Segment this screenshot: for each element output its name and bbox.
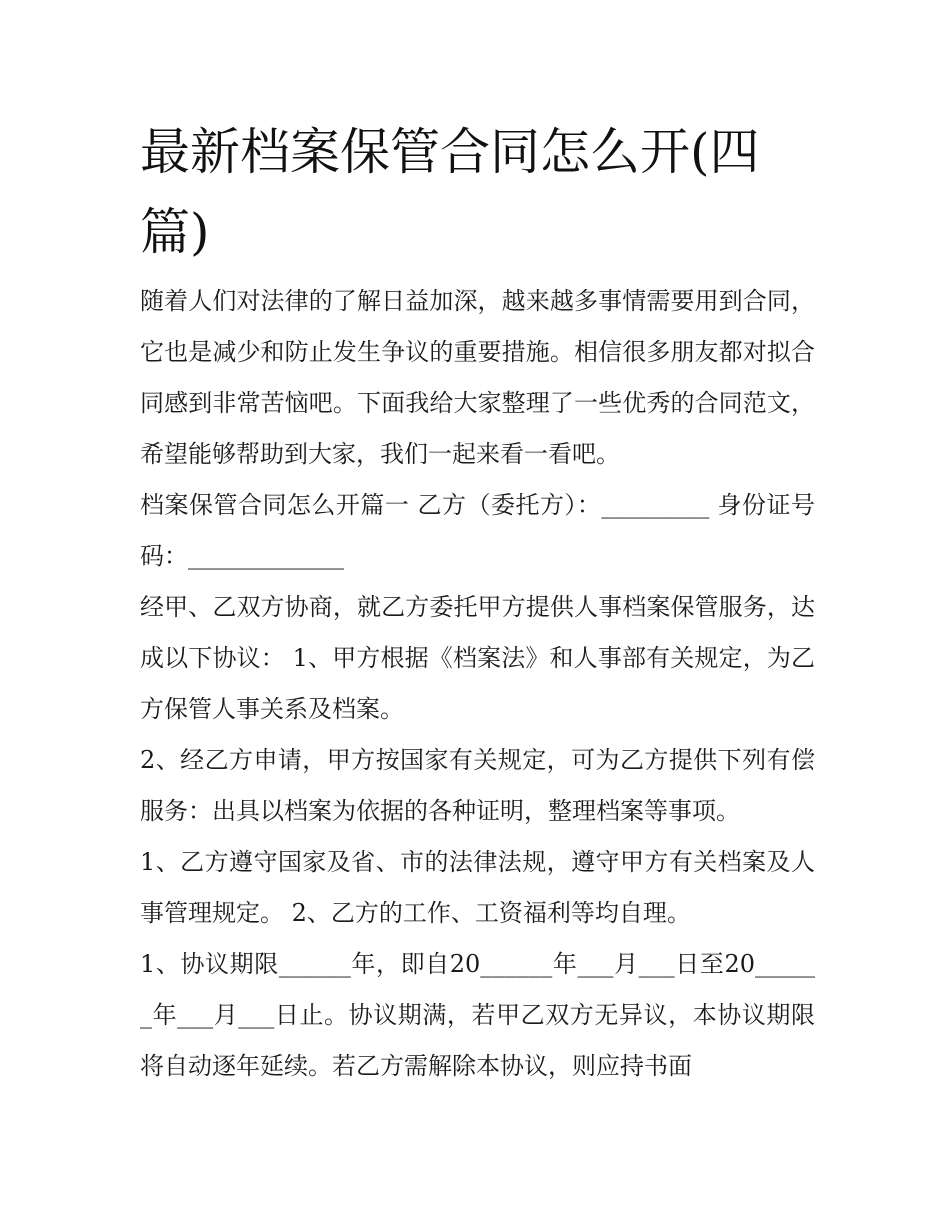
- document-body: [140, 276, 815, 1092]
- document-title: 最新档案保管合同怎么开(四篇): [140, 123, 760, 261]
- term-paragraph: 1、协议期限______年，即自20______年___月___日至20______年___月___日止。协议期满，若甲乙双方无异议，本协议期限将自动逐年延续。若乙方需解除本协议，则应持书面: [140, 950, 815, 1080]
- intro-paragraph: 随着人们对法律的了解日益加深，越来越多事情需要用到合同，它也是减少和防止发生争议的重要措施。相信很多朋友都对拟合同感到非常苦恼吧。下面我给大家整理了一些优秀的合同范文，希望能够帮助到大家，我们一起来看一看吧。: [140, 287, 815, 468]
- obligations-paragraph: 1、乙方遵守国家及省、市的法律法规，遵守甲方有关档案及人事管理规定。 2、乙方的工作、工资福利等均自理。: [140, 848, 815, 927]
- paid-services-paragraph: 2、经乙方申请，甲方按国家有关规定，可为乙方提供下列有偿服务：出具以档案为依据的各种证明，整理档案等事项。: [140, 746, 815, 825]
- agreement-paragraph: 经甲、乙双方协商，就乙方委托甲方提供人事档案保管服务，达成以下协议： 1、甲方根据《档案法》和人事部有关规定，为乙方保管人事关系及档案。: [140, 593, 815, 723]
- contract-party-paragraph: 档案保管合同怎么开篇一 乙方（委托方）：_________ 身份证号码：_____________: [140, 491, 815, 570]
